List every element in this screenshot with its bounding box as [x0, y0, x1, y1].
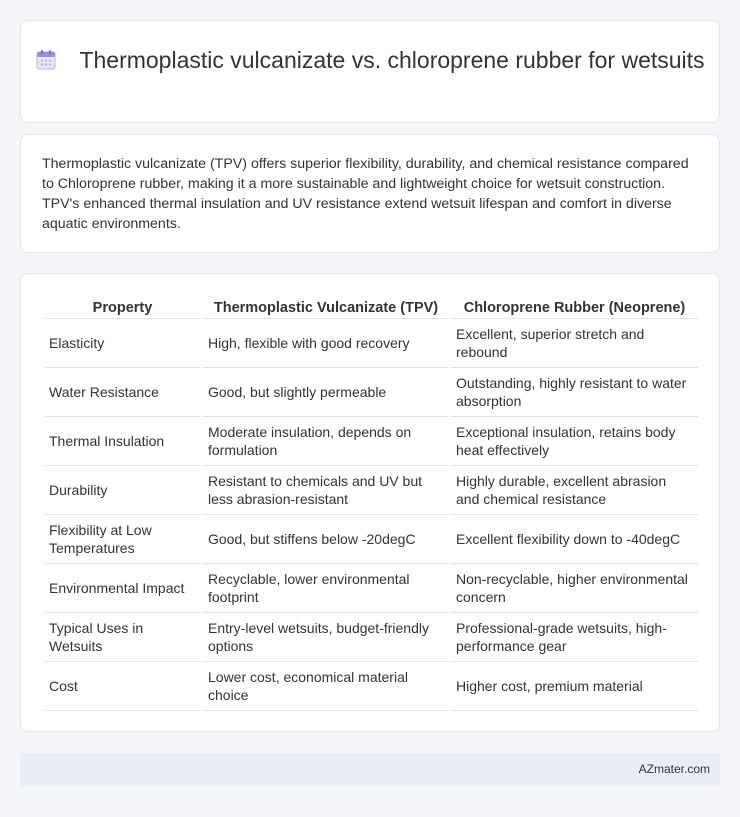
- table-row: [44, 319, 698, 368]
- table-header-row: [44, 292, 698, 319]
- cell-neoprene: Excellent, superior stretch and rebound: [451, 319, 698, 368]
- cell-tpv: Good, but stiffens below -20degC: [203, 515, 449, 564]
- cell-property: Flexibility at Low Temperatures: [44, 515, 201, 564]
- table-row: [44, 368, 698, 417]
- table-row: [44, 662, 698, 711]
- cell-property: Cost: [44, 662, 201, 711]
- cell-tpv: Moderate insulation, depends on formulation: [203, 417, 449, 466]
- table-row: [44, 613, 698, 662]
- cell-neoprene: Professional-grade wetsuits, high-performance gear: [451, 613, 698, 662]
- cell-property: Typical Uses in Wetsuits: [44, 613, 201, 662]
- table-card: [20, 273, 720, 732]
- table-row: [44, 564, 698, 613]
- table-row: [44, 515, 698, 564]
- footer-bar: [20, 753, 720, 786]
- cell-neoprene: Highly durable, excellent abrasion and chemical resistance: [451, 466, 698, 515]
- cell-neoprene: Non-recyclable, higher environmental concern: [451, 564, 698, 613]
- cell-tpv: Good, but slightly permeable: [203, 368, 449, 417]
- table-row: [44, 466, 698, 515]
- summary-card: [20, 134, 720, 253]
- footer-brand-link[interactable]: AZmater.com: [638, 762, 710, 776]
- cell-tpv: Resistant to chemicals and UV but less abrasion-resistant: [203, 466, 449, 515]
- cell-property: Thermal Insulation: [44, 417, 201, 466]
- cell-neoprene: Higher cost, premium material: [451, 662, 698, 711]
- title-card: [20, 20, 720, 123]
- page-title: Thermoplastic vulcanizate vs. chloroprene rubber for wetsuits: [79, 47, 705, 73]
- table-row: [44, 417, 698, 466]
- header-property: Property: [44, 292, 201, 319]
- page-title-row: [21, 45, 719, 75]
- cell-tpv: Entry-level wetsuits, budget-friendly options: [203, 613, 449, 662]
- cell-property: Elasticity: [44, 319, 201, 368]
- summary-text: Thermoplastic vulcanizate (TPV) offers superior flexibility, durability, and chemical resistance compared to Chloroprene rubber, making it a more sustainable and lightweight choice for wetsuit construction. TPV's enhanced thermal insulation and UV resistance extend wetsuit lifespan and comfort in diverse aquatic environments.: [42, 156, 689, 232]
- cell-property: Environmental Impact: [44, 564, 201, 613]
- cell-tpv: High, flexible with good recovery: [203, 319, 449, 368]
- cell-property: Durability: [44, 466, 201, 515]
- header-tpv: Thermoplastic Vulcanizate (TPV): [203, 292, 449, 319]
- cell-neoprene: Outstanding, highly resistant to water absorption: [451, 368, 698, 417]
- cell-neoprene: Excellent flexibility down to -40degC: [451, 515, 698, 564]
- cell-tpv: Lower cost, economical material choice: [203, 662, 449, 711]
- cell-property: Water Resistance: [44, 368, 201, 417]
- comparison-table: [42, 292, 700, 711]
- calendar-icon: [35, 49, 57, 71]
- header-neoprene: Chloroprene Rubber (Neoprene): [451, 292, 698, 319]
- cell-neoprene: Exceptional insulation, retains body heat effectively: [451, 417, 698, 466]
- cell-tpv: Recyclable, lower environmental footprint: [203, 564, 449, 613]
